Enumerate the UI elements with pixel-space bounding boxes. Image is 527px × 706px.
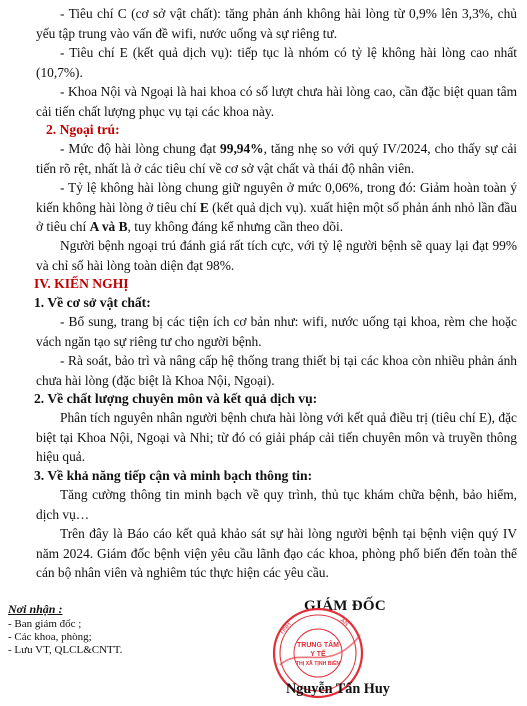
heading-outpatient: 2. Ngoại trú:	[46, 122, 120, 137]
paragraph-outpatient-satisfaction: - Mức độ hài lòng chung đạt 99,94%, tăng nhẹ so với quý IV/2024, cho thấy sự cải tiến rõ rệt, nhất là ở các tiêu chí về cơ sở vật chất và thái độ nhân viên.	[36, 141, 518, 176]
paragraph-outpatient-dissatisfaction: - Tỷ lệ không hài lòng chung giữ nguyên ở mức 0,06%, trong đó: Giảm hoàn toàn ý kiến không hài lòng ở tiêu chí E (kết quả dịch vụ). xuất hiện một số phản ánh nhỏ lần đầu ở tiêu chí A và B, tuy không đáng kể nhưng cần theo dõi.	[36, 180, 517, 235]
svg-text:Y TẾ: Y TẾ	[310, 651, 326, 658]
paragraph-outpatient-return-rate: Người bệnh ngoại trú đánh giá rất tích cực, với tỷ lệ người bệnh sẽ quay lại đạt 99% và chỉ số hài lòng toàn diện đạt 98%.	[36, 238, 517, 273]
recipients-label: Nơi nhận :	[8, 602, 63, 616]
svg-text:TỈNH: TỈNH	[278, 621, 293, 637]
paragraph-quality: Phân tích nguyên nhân người bệnh chưa hài lòng với kết quả điều trị (tiêu chí E), đặc biệt tại Khoa Nội, Ngoại và Nhi; từ đó có giải pháp cải tiến chuyên môn và truyền thông hiệu quả.	[36, 410, 517, 465]
paragraph-closing: Trên đây là Báo cáo kết quả khảo sát sự hài lòng người bệnh tại bệnh viện quý IV năm 2024. Giám đốc bệnh viện yêu cầu lãnh đạo các khoa, phòng phổ biến đến toàn thể cán bộ nhân viên và nghiêm túc thực hiện các yêu cầu.	[36, 526, 517, 581]
recipient-item: - Ban giám đốc ;	[8, 618, 82, 630]
heading-recommendations: IV. KIẾN NGHỊ	[34, 276, 129, 291]
svg-text:AN: AN	[338, 617, 349, 628]
paragraph-facilities-1: - Bổ sung, trang bị các tiện ích cơ bản như: wifi, nước uống tại khoa, rèm che hoặc vách ngăn tạo sự riêng tư cho người bệnh.	[36, 314, 517, 349]
paragraph-access: Tăng cường thông tin minh bạch về quy trình, thủ tục khám chữa bệnh, bảo hiểm, dịch vụ…	[36, 487, 517, 522]
paragraph-criterion-e: - Tiêu chí E (kết quả dịch vụ): tiếp tục là nhóm có tỷ lệ không hài lòng cao nhất (10,7%).	[36, 45, 517, 80]
svg-text:THỊ XÃ TỊNH BIÊN: THỊ XÃ TỊNH BIÊN	[295, 661, 341, 667]
paragraph-departments: - Khoa Nội và Ngoại là hai khoa có số lượt chưa hài lòng cao, cần đặc biệt quan tâm cải tiến chất lượng phục vụ tại các khoa này.	[36, 84, 517, 119]
heading-facilities: 1. Về cơ sở vật chất:	[34, 295, 151, 310]
signer-name: Nguyễn Tấn Huy	[286, 681, 390, 697]
recipient-item: - Các khoa, phòng;	[8, 631, 92, 643]
heading-access: 3. Về khả năng tiếp cận và minh bạch thông tin:	[34, 468, 313, 483]
paragraph-facilities-2: - Rà soát, bảo trì và nâng cấp hệ thống trang thiết bị tại các khoa còn nhiều phản ánh chưa hài lòng (đặc biệt là Khoa Nội, Ngoại).	[36, 353, 517, 388]
paragraph-criterion-c: - Tiêu chí C (cơ sở vật chất): tăng phản ánh không hài lòng từ 0,9% lên 3,3%, chủ yếu tập trung vào vấn đề wifi, nước uống và sự riêng tư.	[36, 6, 517, 41]
signer-title: GIÁM ĐỐC	[304, 598, 386, 614]
recipients-block	[8, 603, 122, 657]
svg-text:TRUNG TÂM: TRUNG TÂM	[297, 642, 339, 649]
heading-quality: 2. Về chất lượng chuyên môn và kết quả dịch vụ:	[34, 391, 318, 406]
recipient-item: - Lưu VT, QLCL&CNTT.	[8, 644, 123, 656]
